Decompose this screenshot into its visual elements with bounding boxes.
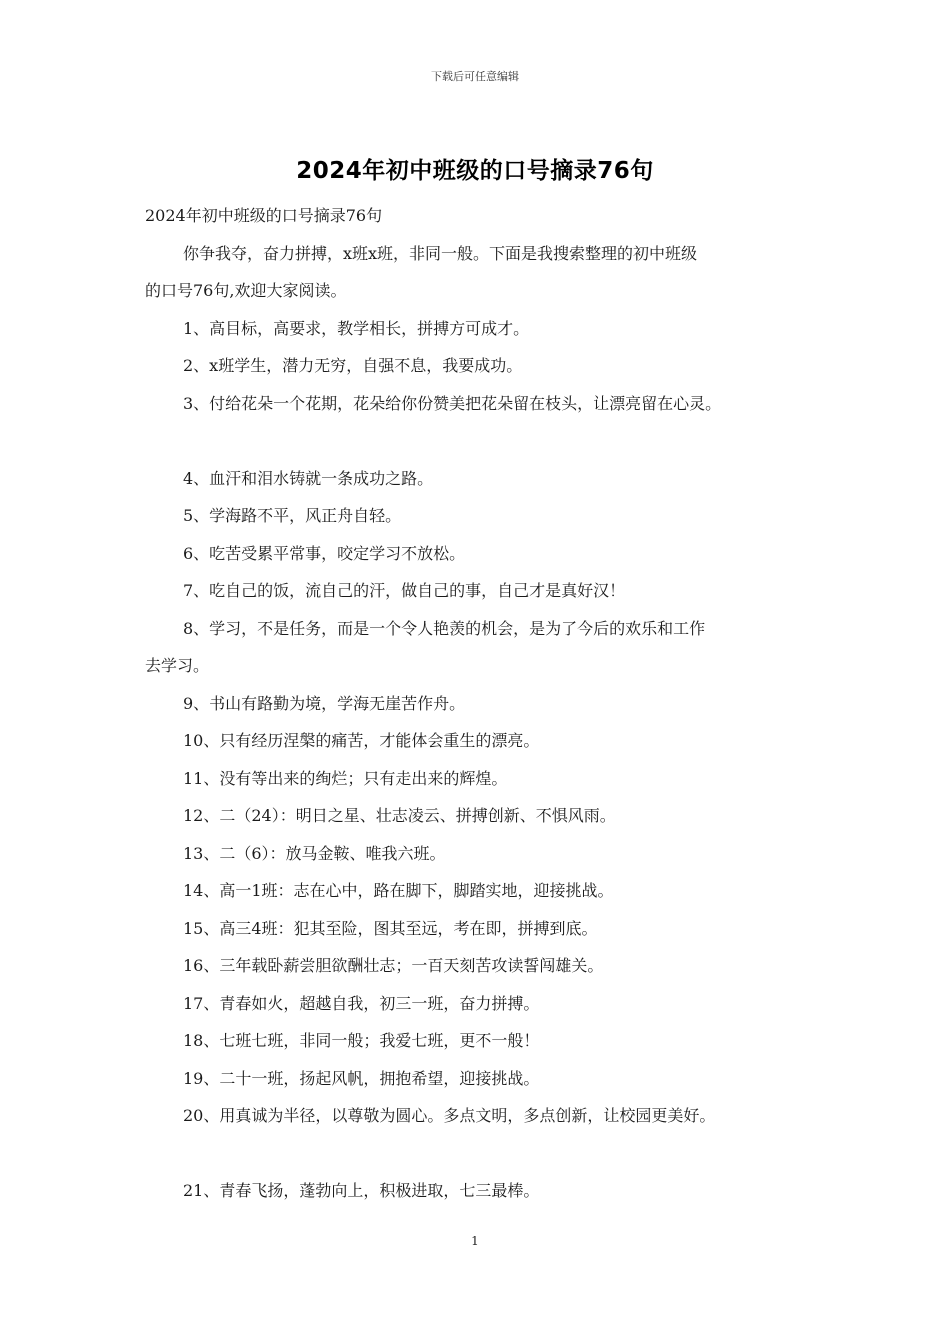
list-item: 8、学习，不是任务，而是一个令人艳羡的机会，是为了今后的欢乐和工作 [183,618,706,638]
list-item: 10、只有经历涅槃的痛苦，才能体会重生的漂亮。 [183,731,540,750]
document-title: 2024年初中班级的口号摘录76句 [296,158,654,184]
list-item: 20、用真诚为半径，以尊敬为圆心。多点文明，多点创新，让校园更美好。 [183,1106,716,1125]
intro-line-2: 的口号76句,欢迎大家阅读。 [145,281,347,300]
list-item: 16、三年载卧薪尝胆欲酬壮志；一百天刻苦攻读誓闯雄关。 [183,956,604,975]
blank-line [145,422,825,460]
page-header: 下载后可任意编辑 [431,70,519,83]
blank-line [145,1135,825,1173]
subtitle: 2024年初中班级的口号摘录76句 [145,206,383,225]
list-item: 21、青春飞扬，蓬勃向上，积极进取，七三最棒。 [183,1181,540,1200]
intro-line-1: 你争我夺，奋力拼搏，x班x班，非同一般。下面是我搜索整理的初中班级 [183,243,698,263]
list-item: 6、吃苦受累平常事，咬定学习不放松。 [183,543,466,563]
list-item-continuation: 去学习。 [145,656,210,675]
list-item: 17、青春如火，超越自我，初三一班，奋力拼搏。 [183,993,540,1013]
list-item: 5、学海路不平，风正舟自轻。 [183,506,402,525]
list-item: 18、七班七班，非同一般；我爱七班，更不一般！ [183,1031,540,1050]
list-item: 4、血汗和泪水铸就一条成功之路。 [183,468,434,488]
list-item: 2、x班学生，潜力无穷，自强不息，我要成功。 [183,356,523,375]
list-item: 3、付给花朵一个花期，花朵给你份赞美把花朵留在枝头，让漂亮留在心灵。 [183,393,722,413]
document-body [145,197,825,1210]
list-item: 9、书山有路勤为境，学海无崖苦作舟。 [183,693,466,713]
list-item: 19、二十一班，扬起风帆，拥抱希望，迎接挑战。 [183,1068,540,1088]
list-item: 7、吃自己的饭，流自己的汗，做自己的事，自己才是真好汉！ [183,581,626,600]
list-item: 11、没有等出来的绚烂；只有走出来的辉煌。 [183,768,508,788]
list-item: 12、二（24）：明日之星、壮志凌云、拼搏创新、不惧风雨。 [183,806,616,825]
list-item: 1、高目标，高要求，教学相长，拼搏方可成才。 [183,318,530,338]
page-number: 1 [471,1234,479,1248]
list-item: 14、高一1班：志在心中，路在脚下，脚踏实地，迎接挑战。 [183,881,614,900]
list-item: 13、二（6）：放马金鞍、唯我六班。 [183,843,446,863]
list-item: 15、高三4班：犯其至险，图其至远，考在即，拼搏到底。 [183,918,598,938]
